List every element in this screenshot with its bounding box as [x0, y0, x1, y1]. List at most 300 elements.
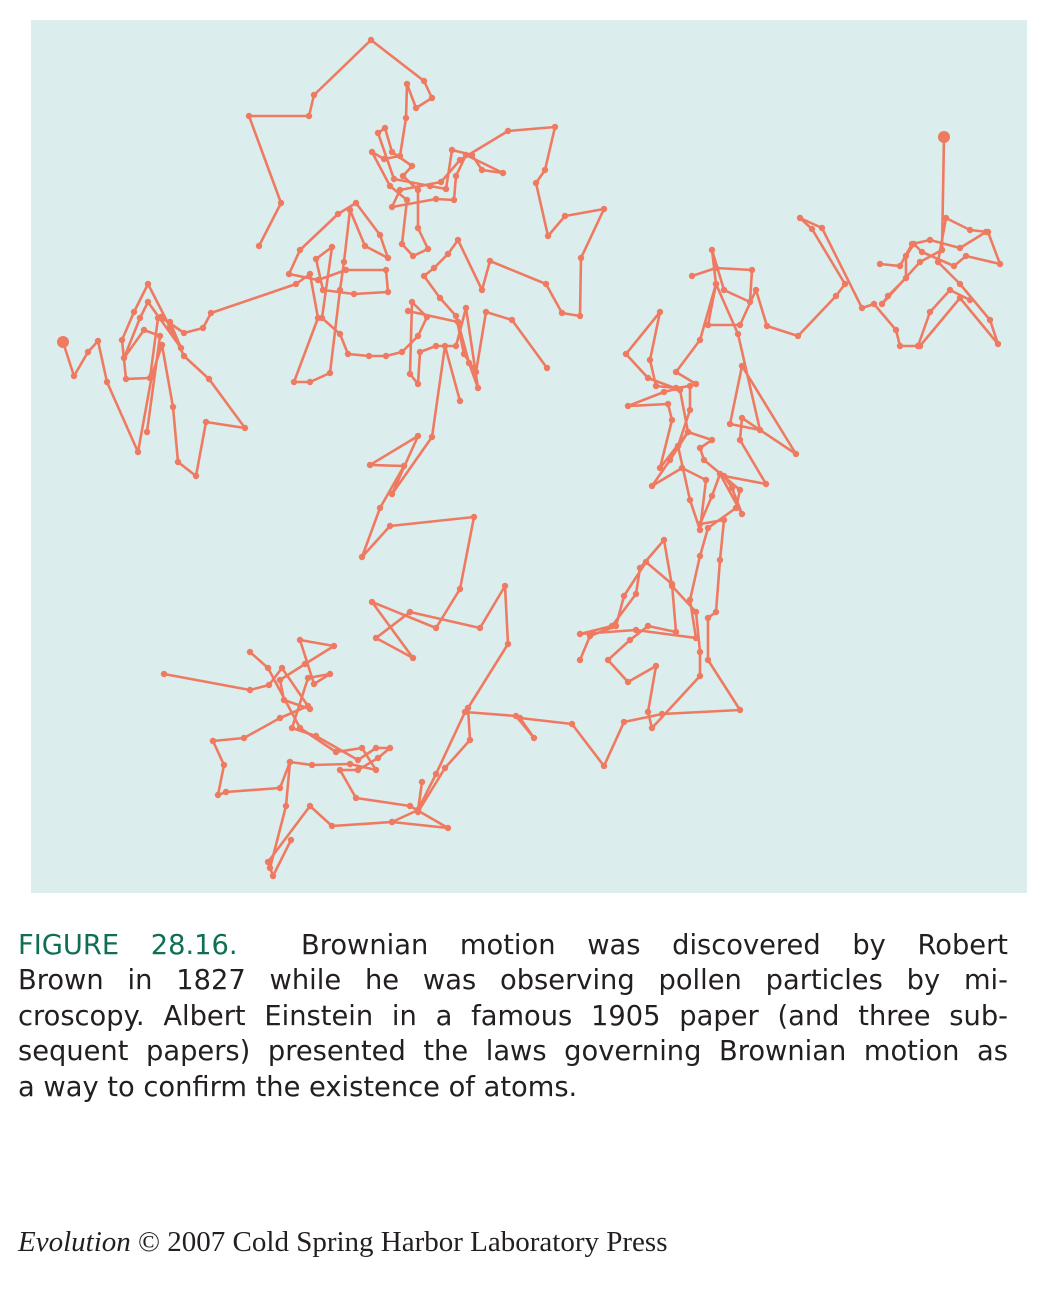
walk-step-dot	[795, 333, 801, 339]
walk-step-dot	[457, 586, 463, 592]
walk-step-dot	[717, 557, 723, 563]
walk-step-dot	[577, 313, 583, 319]
walk-step-dot	[368, 37, 374, 43]
walk-step-dot	[288, 837, 294, 843]
walk-step-dot	[657, 465, 663, 471]
walk-step-dot	[477, 625, 483, 631]
walk-step-dot	[739, 363, 745, 369]
walk-step-dot	[377, 232, 383, 238]
walk-step-dot	[473, 369, 479, 375]
walk-step-dot	[659, 711, 665, 717]
walk-step-dot	[947, 287, 953, 293]
walk-step-dot	[657, 309, 663, 315]
walk-step-dot	[327, 671, 333, 677]
walk-segment-9	[418, 137, 1000, 810]
walk-step-dot	[559, 310, 565, 316]
walk-step-dot	[709, 493, 715, 499]
walk-step-dot	[313, 256, 319, 262]
walk-step-dot	[753, 287, 759, 293]
walk-step-dot	[957, 245, 963, 251]
walk-step-dot	[438, 179, 444, 185]
walk-step-dot	[71, 373, 77, 379]
walk-step-dot	[391, 176, 397, 182]
walk-step-dot	[505, 128, 511, 134]
walk-step-dot	[601, 763, 607, 769]
walk-segment-5	[164, 640, 448, 828]
walk-step-dot	[387, 523, 393, 529]
walk-step-dot	[669, 417, 675, 423]
walk-step-dot	[347, 761, 353, 767]
walk-step-dot	[749, 267, 755, 273]
walk-step-dot	[669, 583, 675, 589]
walk-step-dot	[721, 517, 727, 523]
walk-step-dot	[429, 95, 435, 101]
walk-step-dot	[175, 459, 181, 465]
walk-step-dot	[463, 152, 469, 158]
walk-step-dot	[147, 375, 153, 381]
walk-step-dot	[409, 299, 415, 305]
walk-step-dot	[421, 78, 427, 84]
walk-step-dot	[415, 381, 421, 387]
walk-step-dot	[375, 130, 381, 136]
walk-step-dot	[241, 735, 247, 741]
walk-step-dot	[903, 275, 909, 281]
walk-step-dot	[337, 767, 343, 773]
walk-step-dot	[457, 157, 463, 163]
walk-step-dot	[609, 623, 615, 629]
walk-step-dot	[279, 665, 285, 671]
walk-step-dot	[193, 473, 199, 479]
walk-step-dot	[289, 725, 295, 731]
walk-step-dot	[343, 267, 349, 273]
walk-step-dot	[337, 331, 343, 337]
walk-step-dot	[419, 779, 425, 785]
walk-step-dot	[729, 485, 735, 491]
walk-step-dot	[679, 465, 685, 471]
figure-caption	[18, 928, 1008, 1105]
walk-step-dot	[345, 351, 351, 357]
walk-step-dot	[367, 462, 373, 468]
walk-step-dot	[442, 765, 448, 771]
walk-step-dot	[544, 365, 550, 371]
walk-step-dot	[383, 353, 389, 359]
walk-step-dot	[415, 807, 421, 813]
walk-step-dot	[665, 401, 671, 407]
walk-step-dot	[677, 387, 683, 393]
walk-step-dot	[382, 125, 388, 131]
walk-step-dot	[131, 309, 137, 315]
walk-step-dot	[433, 196, 439, 202]
walk-step-dot	[545, 233, 551, 239]
walk-step-dot	[737, 322, 743, 328]
walk-step-dot	[389, 204, 395, 210]
walk-step-dot	[667, 457, 673, 463]
walk-step-dot	[135, 449, 141, 455]
walk-step-dot	[223, 789, 229, 795]
walk-step-dot	[401, 463, 407, 469]
walk-step-dot	[433, 625, 439, 631]
walk-step-dot	[897, 343, 903, 349]
walk-step-dot	[119, 337, 125, 343]
walk-step-dot	[457, 398, 463, 404]
caption-line-3: croscopy. Albert Einstein in a famous 1905 paper (and three sub-	[18, 1000, 1008, 1032]
walk-step-dot	[687, 497, 693, 503]
walk-step-dot	[877, 261, 883, 267]
walk-step-dot	[369, 149, 375, 155]
walk-step-dot	[167, 319, 173, 325]
walk-segment-3	[249, 40, 604, 372]
walk-step-dot	[389, 149, 395, 155]
walk-step-dot	[587, 633, 593, 639]
walk-step-dot	[385, 289, 391, 295]
walk-step-dot	[463, 305, 469, 311]
walk-step-dot	[915, 343, 921, 349]
walk-segment-4	[268, 346, 508, 876]
walk-step-dot	[137, 315, 143, 321]
walk-step-dot	[542, 167, 548, 173]
walk-step-dot	[329, 823, 335, 829]
walk-step-dot	[467, 737, 473, 743]
walk-step-dot	[366, 353, 372, 359]
walk-step-dot	[311, 681, 317, 687]
walk-step-dot	[424, 314, 430, 320]
walk-step-dot	[362, 243, 368, 249]
walk-step-dot	[415, 333, 421, 339]
walk-step-dot	[675, 443, 681, 449]
walk-step-dot	[449, 147, 455, 153]
walk-step-dot	[963, 253, 969, 259]
walk-step-dot	[355, 767, 361, 773]
walk-step-dot	[399, 241, 405, 247]
walk-step-dot	[697, 649, 703, 655]
walk-step-dot	[415, 433, 421, 439]
walk-step-dot	[621, 719, 627, 725]
walk-step-dot	[373, 767, 379, 773]
walk-step-dot	[885, 293, 891, 299]
walk-step-dot	[705, 615, 711, 621]
walk-step-dot	[552, 124, 558, 130]
walk-step-dot	[633, 627, 639, 633]
walk-step-dot	[577, 631, 583, 637]
walk-step-dot	[645, 623, 651, 629]
walk-step-dot	[455, 237, 461, 243]
walk-step-dot	[389, 819, 395, 825]
walk-step-dot	[967, 297, 973, 303]
walk-step-dot	[95, 338, 101, 344]
walk-step-dot	[145, 281, 151, 287]
walk-step-dot	[927, 309, 933, 315]
walk-step-dot	[333, 749, 339, 755]
caption-line-5: a way to confirm the existence of atoms.	[18, 1071, 578, 1103]
walk-step-dot	[569, 721, 575, 727]
walk-step-dot	[337, 287, 343, 293]
walk-step-dot	[625, 403, 631, 409]
walk-step-dot	[469, 152, 475, 158]
caption-line-4: sequent papers) presented the laws governing Brownian motion as	[18, 1036, 1008, 1068]
walk-step-dot	[577, 657, 583, 663]
walk-step-dot	[385, 255, 391, 261]
walk-step-dot	[407, 609, 413, 615]
walk-step-dot	[427, 183, 433, 189]
walk-step-dot	[633, 591, 639, 597]
walk-step-dot	[697, 521, 703, 527]
walk-step-dot	[247, 687, 253, 693]
walk-step-dot	[278, 200, 284, 206]
walk-step-dot	[685, 429, 691, 435]
walk-step-dot	[305, 703, 311, 709]
walk-step-dot	[410, 253, 416, 259]
walk-step-dot	[157, 333, 163, 339]
walk-step-dot	[313, 733, 319, 739]
credit-text: © 2007 Cold Spring Harbor Laboratory Press	[130, 1226, 668, 1258]
walk-step-dot	[373, 745, 379, 751]
walk-step-dot	[505, 641, 511, 647]
walk-step-dot	[359, 554, 365, 560]
walk-step-dot	[283, 803, 289, 809]
walk-step-dot	[701, 457, 707, 463]
walk-step-dot	[466, 360, 472, 366]
walk-step-dot	[335, 211, 341, 217]
walk-step-dot	[649, 483, 655, 489]
walk-step-dot	[983, 229, 989, 235]
walk-step-dot	[871, 301, 877, 307]
walk-step-dot	[693, 609, 699, 615]
walk-step-dot	[208, 310, 214, 316]
walk-step-dot	[764, 323, 770, 329]
walk-step-dot	[433, 771, 439, 777]
walk-step-dot	[693, 635, 699, 641]
walk-step-dot	[697, 673, 703, 679]
walk-step-dot	[661, 537, 667, 543]
walk-step-dot	[543, 281, 549, 287]
walk-step-dot	[145, 299, 151, 305]
walk-step-dot	[407, 371, 413, 377]
walk-step-dot	[267, 865, 273, 871]
walk-step-dot	[277, 677, 283, 683]
walk-step-dot	[625, 679, 631, 685]
caption-line-2: Brown in 1827 while he was observing pollen particles by mi-	[18, 965, 1008, 997]
walk-step-dot	[605, 657, 611, 663]
walk-step-dot	[181, 353, 187, 359]
walk-step-dot	[403, 115, 409, 121]
walk-step-dot	[277, 715, 283, 721]
walk-step-dot	[721, 287, 727, 293]
walk-step-dot	[995, 341, 1001, 347]
walk-step-dot	[144, 429, 150, 435]
walk-step-dot	[387, 183, 393, 189]
walk-step-dot	[158, 314, 164, 320]
walk-step-dot	[369, 599, 375, 605]
walk-step-dot	[307, 379, 313, 385]
walk-step-dot	[709, 437, 715, 443]
walk-step-dot	[709, 247, 715, 253]
walk-step-dot	[404, 197, 410, 203]
walk-step-dot	[601, 206, 607, 212]
walk-step-dot	[661, 389, 667, 395]
walk-step-dot	[721, 473, 727, 479]
walk-segment-10	[580, 250, 752, 728]
walk-step-dot	[471, 514, 477, 520]
walk-step-dot	[705, 657, 711, 663]
walk-step-dot	[121, 355, 127, 361]
walk-step-dot	[433, 343, 439, 349]
walk-step-dot	[737, 707, 743, 713]
walk-step-dot	[442, 343, 448, 349]
walk-step-dot	[713, 265, 719, 271]
walk-step-dot	[297, 725, 303, 731]
walk-step-dot	[170, 404, 176, 410]
walk-step-dot	[737, 487, 743, 493]
walk-step-dot	[943, 215, 949, 221]
walk-step-dot	[623, 351, 629, 357]
walk-step-dot	[397, 187, 403, 193]
walk-step-dot	[405, 308, 411, 314]
walk-step-dot	[621, 593, 627, 599]
walk-step-dot	[409, 163, 415, 169]
walk-step-dot	[757, 427, 763, 433]
walk-step-dot	[713, 281, 719, 287]
walk-step-dot	[531, 735, 537, 741]
walk-step-dot	[500, 170, 506, 176]
walk-step-dot	[879, 301, 885, 307]
walk-step-dot	[178, 345, 184, 351]
walk-step-dot	[643, 559, 649, 565]
walk-step-dot	[735, 331, 741, 337]
walk-step-dot	[287, 759, 293, 765]
walk-step-dot	[653, 663, 659, 669]
walk-step-dot	[637, 565, 643, 571]
walk-step-dot	[903, 253, 909, 259]
walk-step-dot	[673, 369, 679, 375]
walk-step-dot	[517, 715, 523, 721]
walk-step-dot	[159, 342, 165, 348]
walk-step-dot	[410, 655, 416, 661]
walk-step-dot	[897, 263, 903, 269]
figure-label: FIGURE 28.16.	[18, 930, 238, 961]
walk-step-dot	[161, 671, 167, 677]
brownian-motion-diagram	[31, 20, 1027, 893]
walk-step-dot	[104, 379, 110, 385]
walk-step-dot	[727, 421, 733, 427]
walk-step-dot	[797, 215, 803, 221]
walk-step-dot	[733, 505, 739, 511]
walk-step-dot	[297, 637, 303, 643]
caption-text-1: Brownian motion was discovered by Robert	[300, 930, 1008, 961]
walk-step-dot	[487, 258, 493, 264]
walk-step-dot	[311, 92, 317, 98]
walk-step-dot	[399, 349, 405, 355]
walk-step-dot	[417, 349, 423, 355]
walk-step-dot	[381, 156, 387, 162]
walk-step-dot	[713, 609, 719, 615]
walk-step-dot	[455, 319, 461, 325]
walk-step-dot	[377, 505, 383, 511]
walk-step-dot	[355, 757, 361, 763]
walk-step-dot	[697, 553, 703, 559]
walk-step-dot	[957, 281, 963, 287]
walk-step-dot	[315, 277, 321, 283]
walk-step-dot	[693, 381, 699, 387]
walk-step-dot	[673, 629, 679, 635]
walk-step-dot	[451, 197, 457, 203]
walk-step-dot	[265, 859, 271, 865]
walk-step-dot	[373, 635, 379, 641]
walk-step-dot	[247, 649, 253, 655]
walk-step-dot	[415, 225, 421, 231]
walk-step-dot	[475, 385, 481, 391]
walk-step-dot	[747, 299, 753, 305]
walk-step-dot	[763, 481, 769, 487]
walk-step-dot	[479, 167, 485, 173]
walk-step-dot	[687, 597, 693, 603]
walk-step-dot	[256, 243, 262, 249]
walk-step-dot	[431, 265, 437, 271]
walk-step-dot	[429, 434, 435, 440]
walk-start-marker	[57, 336, 69, 348]
walk-step-dot	[653, 383, 659, 389]
walk-step-dot	[421, 273, 427, 279]
walk-step-dot	[689, 273, 695, 279]
walk-step-dot	[306, 113, 312, 119]
walk-step-dot	[703, 477, 709, 483]
walk-step-dot	[627, 637, 633, 643]
walk-step-dot	[415, 187, 421, 193]
walk-step-dot	[951, 263, 957, 269]
walk-step-dot	[483, 309, 489, 315]
walk-step-dot	[123, 376, 129, 382]
walk-step-dot	[649, 725, 655, 731]
walk-step-dot	[305, 675, 311, 681]
walk-step-dot	[400, 173, 406, 179]
walk-step-dot	[277, 785, 283, 791]
walk-step-dot	[206, 376, 212, 382]
walk-step-dot	[687, 383, 693, 389]
walk-step-dot	[407, 803, 413, 809]
book-title: Evolution	[18, 1226, 131, 1258]
walk-step-dot	[705, 525, 711, 531]
walk-step-dot	[842, 281, 848, 287]
walk-step-dot	[413, 105, 419, 111]
walk-step-dot	[919, 249, 925, 255]
walk-step-dot	[302, 661, 308, 667]
walk-step-dot	[291, 379, 297, 385]
walk-step-dot	[461, 351, 467, 357]
walk-step-dot	[935, 259, 941, 265]
walk-segment-1	[63, 284, 245, 476]
walk-step-dot	[221, 762, 227, 768]
walk-step-dot	[404, 81, 410, 87]
walk-step-dot	[286, 271, 292, 277]
walk-step-dot	[200, 325, 206, 331]
walk-step-dot	[215, 792, 221, 798]
walk-step-dot	[737, 437, 743, 443]
walk-step-dot	[329, 244, 335, 250]
walk-end-marker	[938, 131, 950, 143]
walk-step-dot	[509, 317, 515, 323]
walk-step-dot	[327, 370, 333, 376]
walk-step-dot	[917, 259, 923, 265]
walk-step-dot	[739, 511, 745, 517]
walk-step-dot	[297, 247, 303, 253]
walk-step-dot	[957, 295, 963, 301]
walk-step-dot	[967, 227, 973, 233]
walk-step-dot	[266, 682, 272, 688]
walk-step-dot	[375, 755, 381, 761]
walk-step-dot	[578, 255, 584, 261]
walk-step-dot	[353, 795, 359, 801]
walk-step-dot	[533, 180, 539, 186]
walk-step-dot	[331, 643, 337, 649]
